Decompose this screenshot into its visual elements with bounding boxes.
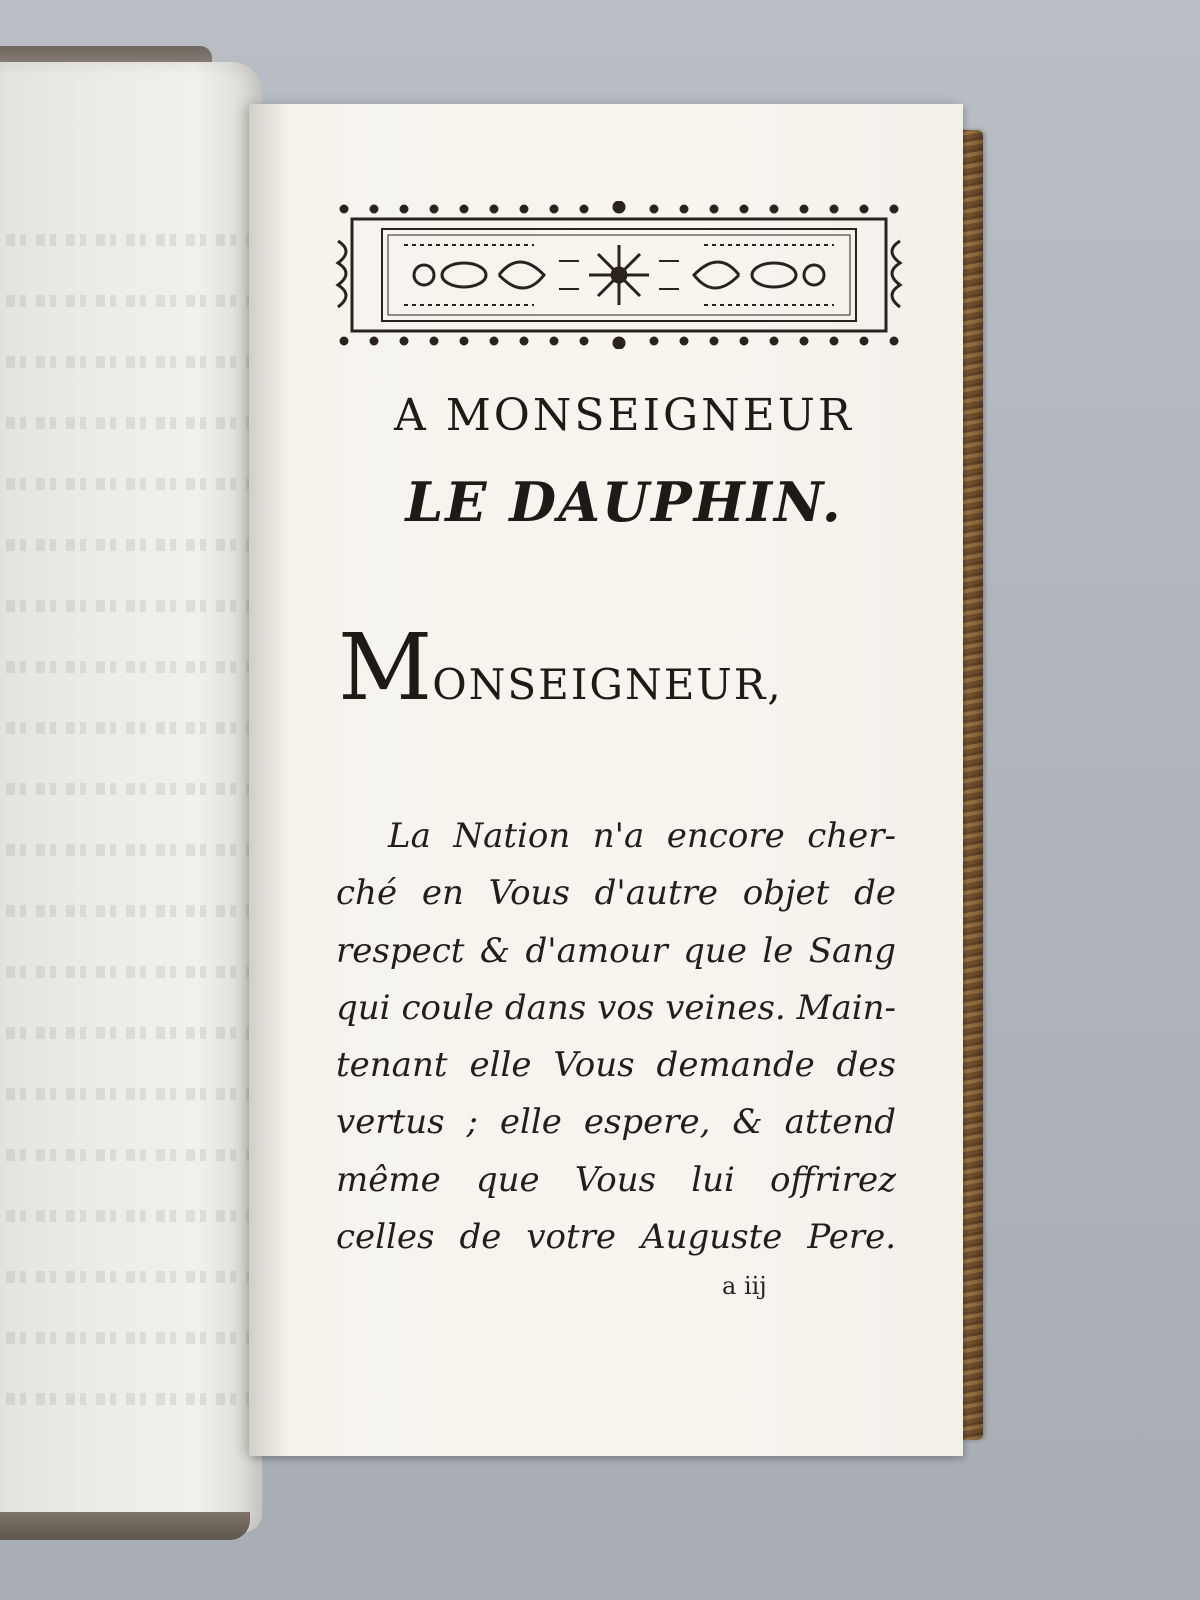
body-line: La Nation n'a encore cher- (388, 816, 896, 856)
left-cover-edge-bottom (0, 1512, 250, 1540)
signature-mark: a iij (722, 1272, 767, 1300)
dedication-heading-line-2: LE DAUPHIN. (405, 470, 843, 534)
body-line: celles de votre Auguste Pere. (336, 1217, 896, 1258)
salutation-rest: ONSEIGNEUR, (432, 660, 783, 709)
salutation-initial: M (338, 614, 433, 721)
left-page (0, 62, 262, 1532)
left-page-show-through (6, 212, 251, 1412)
body-line: vertus ; elle espere, & attend (336, 1102, 896, 1143)
dedication-body-text (336, 808, 896, 1266)
body-line: respect & d'amour que le Sang (336, 930, 896, 971)
body-line: qui coule dans vos veines. Main- (336, 987, 896, 1028)
body-line: même que Vous lui offrirez (336, 1159, 896, 1200)
dedication-heading-line-1: A MONSEIGNEUR (393, 390, 854, 441)
salutation (338, 614, 898, 721)
body-line: tenant elle Vous demande des (336, 1045, 896, 1086)
body-line: ché en Vous d'autre objet de (336, 873, 896, 914)
printers-ornament (334, 201, 904, 349)
gutter-shadow (249, 104, 289, 1456)
